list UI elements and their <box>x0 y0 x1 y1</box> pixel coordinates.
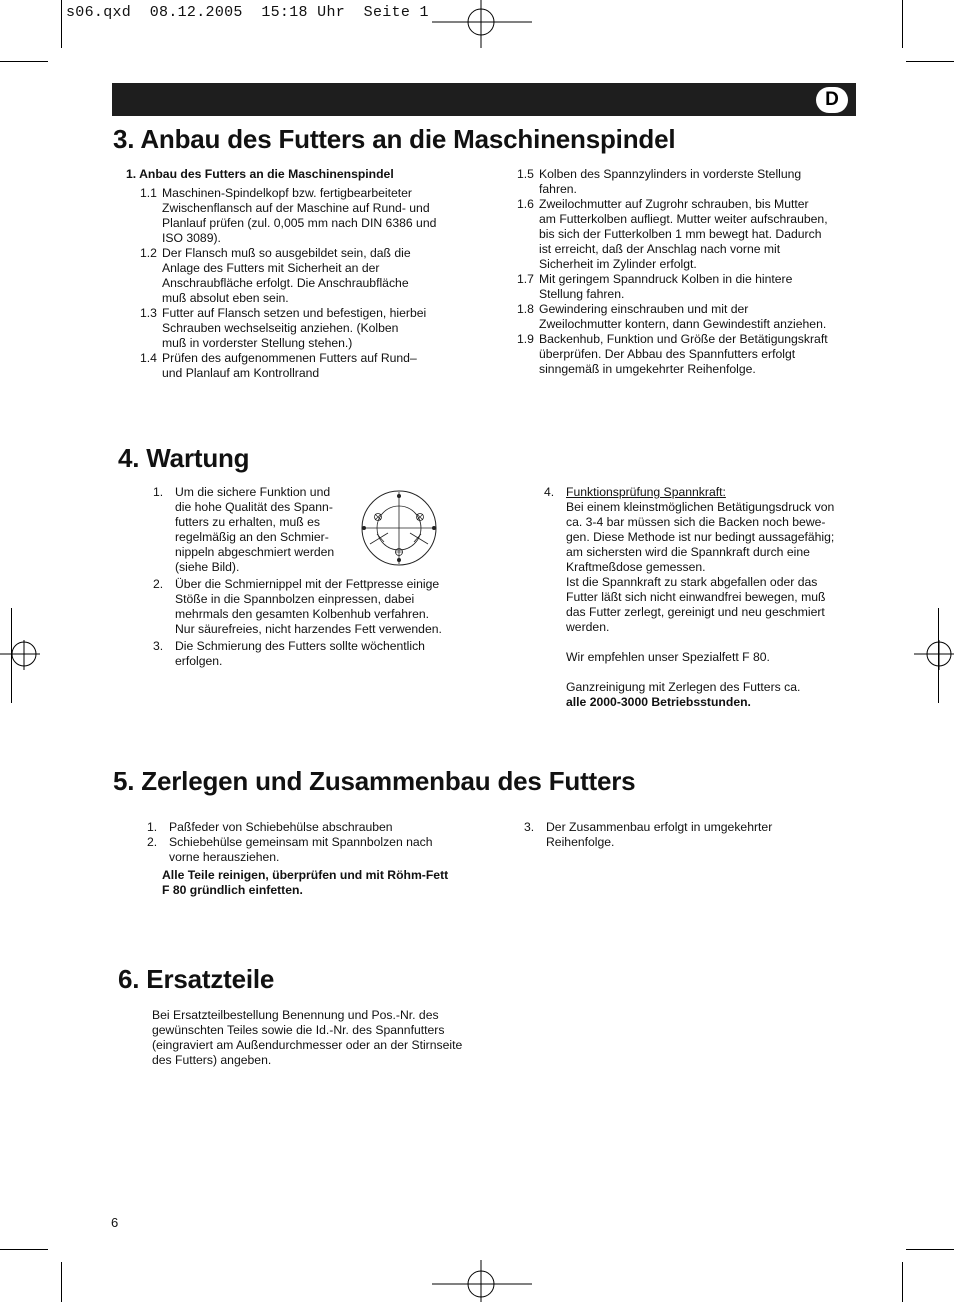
item-text-line: ist erreicht, daß der Anschlag nach vorne mit <box>539 242 781 256</box>
item-text-line: Paßfeder von Schiebehülse abschrauben <box>169 820 393 834</box>
section-5-left-column <box>147 820 487 898</box>
list-item <box>517 332 857 377</box>
function-test-heading: Funktionsprüfung Spannkraft: <box>566 485 726 499</box>
item-text-line: Schiebehülse gemeinsam mit Spannbolzen nach <box>169 835 433 849</box>
paragraph-line: des Futters) angeben. <box>152 1053 272 1067</box>
item-text-line: überprüfen. Der Abbau des Spannfutters erfolgt <box>539 347 796 361</box>
item-text-line: am sichersten wird die Spannkraft durch eine <box>566 545 810 559</box>
item-text-line: erfolgen. <box>175 654 223 668</box>
item-text-line: vorne herausziehen. <box>169 850 280 864</box>
section-3-left-column <box>126 167 506 381</box>
item-text-line: gen. Diese Methode ist nur bedingt aussagefähig; <box>566 530 835 544</box>
section-4-item-4 <box>544 485 864 710</box>
language-badge: D <box>816 87 848 113</box>
item-text-line: muß in vorderster Stellung stehen.) <box>162 336 353 350</box>
file-slug: s06.qxd 08.12.2005 15:18 Uhr Seite 1 <box>66 4 429 21</box>
item-text-line: Futter läßt sich nicht einwandfrei bewegen, muß <box>566 590 826 604</box>
recommendation-text: Wir empfehlen unser Spezialfett F 80. <box>566 650 770 664</box>
item-number: 1. <box>147 820 158 834</box>
registration-mark-left <box>0 640 40 670</box>
item-number: 2. <box>147 835 158 849</box>
section-4-title: 4. Wartung <box>118 443 250 473</box>
item-text-line: ISO 3089). <box>162 231 221 245</box>
item-text-line: muß absolut eben sein. <box>162 291 289 305</box>
item-number: 4. <box>544 485 555 499</box>
header-bar <box>112 83 856 116</box>
item-text-line: futters zu erhalten, muß es <box>175 515 320 529</box>
item-text-line: Anlage des Futters mit Sicherheit an der <box>162 261 380 275</box>
item-text-line: Maschinen-Spindelkopf bzw. fertigbearbeiteter <box>162 186 412 200</box>
section-6-title: 6. Ersatzteile <box>118 964 275 994</box>
registration-mark-right <box>914 640 954 670</box>
item-text-line: Der Zusammenbau erfolgt in umgekehrter <box>546 820 773 834</box>
list-item <box>517 197 857 272</box>
bold-note-line: F 80 gründlich einfetten. <box>162 883 303 897</box>
crop-mark <box>61 0 62 48</box>
page-number: 6 <box>111 1215 119 1230</box>
crop-mark <box>906 61 954 62</box>
cleaning-interval-text: Ganzreinigung mit Zerlegen des Futters ca. <box>566 680 801 694</box>
item-text-line: Der Flansch muß so ausgebildet sein, daß die <box>162 246 411 260</box>
section-5-right-column <box>524 820 854 850</box>
section-4-items-2-3 <box>153 577 473 669</box>
item-text-line: ca. 3-4 bar müssen sich die Backen noch bewe- <box>566 515 826 529</box>
item-number: 1.3 <box>140 306 157 320</box>
bold-note-line: Alle Teile reinigen, überprüfen und mit Röhm-Fett <box>162 868 449 882</box>
item-number: 2. <box>153 577 164 591</box>
item-text-line: am Futterkolben aufliegt. Mutter weiter aufschrauben, <box>539 212 828 226</box>
registration-mark-bottom <box>432 1258 532 1302</box>
item-text-line: Die Schmierung des Futters sollte wöchentlich <box>175 639 425 653</box>
item-text-line: Ist die Spannkraft zu stark abgefallen oder das <box>566 575 818 589</box>
item-text-line: Stöße in die Spannbolzen einpressen, dabei <box>175 592 415 606</box>
item-text-line: sinngemäß in umgekehrter Reihenfolge. <box>539 362 756 376</box>
list-item <box>147 820 487 835</box>
crop-mark <box>61 1262 62 1302</box>
item-text-line: Kolben des Spannzylinders in vorderste Stellung <box>539 167 802 181</box>
item-text-line: (siehe Bild). <box>175 560 240 574</box>
list-item <box>517 167 857 197</box>
crop-mark <box>0 1249 48 1250</box>
paragraph-line: (eingraviert am Außendurchmesser oder an der Stirnseite <box>152 1038 463 1052</box>
cleaning-interval-hours: alle 2000-3000 Betriebsstunden. <box>566 695 751 709</box>
item-text-line: Über die Schmiernippel mit der Fettpresse einige <box>175 577 440 591</box>
item-number: 1.7 <box>517 272 534 286</box>
item-number: 1.5 <box>517 167 534 181</box>
item-text-line: fahren. <box>539 182 577 196</box>
item-text-line: Bei einem kleinstmöglichen Betätigungsdruck von <box>566 500 835 514</box>
item-text-line: Planlauf prüfen (zul. 0,005 mm nach DIN 6386 und <box>162 216 437 230</box>
item-number: 1.8 <box>517 302 534 316</box>
section-3-subheading: 1. Anbau des Futters an die Maschinenspindel <box>126 167 394 181</box>
item-text-line: Nur säurefreies, nicht harzendes Fett verwenden. <box>175 622 442 636</box>
item-number: 3. <box>153 639 164 653</box>
item-text-line: mehrmals den gesamten Kolbenhub verfahren. <box>175 607 430 621</box>
item-text-line: Kraftmeßdose gemessen. <box>566 560 706 574</box>
list-item <box>140 186 506 246</box>
item-text-line: Mit geringem Spanndruck Kolben in die hintere <box>539 272 793 286</box>
item-text-line: Zwischenflansch auf der Maschine auf Rund- und <box>162 201 430 215</box>
list-item <box>140 246 506 306</box>
section-3-right-column <box>517 167 857 377</box>
list-item <box>517 272 857 302</box>
item-text-line: Zweilochmutter auf Zugrohr schrauben, bis Mutter <box>539 197 809 211</box>
item-text-line: Prüfen des aufgenommenen Futters auf Rund– <box>162 351 417 365</box>
item-text-line: Um die sichere Funktion und <box>175 485 331 499</box>
item-text-line: die hohe Qualität des Spann- <box>175 500 333 514</box>
item-text-line: Stellung fahren. <box>539 287 625 301</box>
item-text-line: und Planlauf am Kontrollrand <box>162 366 320 380</box>
item-text-line: das Futter zerlegt, gereinigt und neu geschmiert <box>566 605 825 619</box>
paragraph-line: gewünschten Teiles sowie die Id.-Nr. des Spannfutters <box>152 1023 445 1037</box>
item-text-line: regelmäßig an den Schmier- <box>175 530 329 544</box>
item-number: 1.4 <box>140 351 157 365</box>
section-5-bold-note <box>147 868 487 898</box>
item-text-line: Futter auf Flansch setzen und befestigen, hierbei <box>162 306 427 320</box>
list-item <box>140 351 506 381</box>
item-text-line: werden. <box>566 620 610 634</box>
section-3-title: 3. Anbau des Futters an die Maschinenspindel <box>113 124 676 154</box>
section-6-text <box>152 1008 497 1068</box>
item-text-line: Reihenfolge. <box>546 835 615 849</box>
list-item <box>147 835 487 865</box>
crop-mark <box>902 0 903 48</box>
crop-mark <box>902 1262 903 1302</box>
item-text-line: Sicherheit im Zylinder erfolgt. <box>539 257 697 271</box>
item-text-line: Anschraubfläche erfolgt. Die Anschraubfläche <box>162 276 409 290</box>
item-number: 1.9 <box>517 332 534 346</box>
list-item <box>153 577 473 637</box>
list-item <box>140 306 506 351</box>
item-number: 1. <box>153 485 164 499</box>
paragraph-line: Bei Ersatzteilbestellung Benennung und Pos.-Nr. des <box>152 1008 439 1022</box>
chuck-lubrication-diagram <box>358 490 442 568</box>
crop-mark <box>0 61 48 62</box>
item-text-line: Schrauben wechselseitig anziehen. (Kolben <box>162 321 399 335</box>
item-number: 1.2 <box>140 246 157 260</box>
item-text-line: bis sich der Futterkolben 1 mm bewegt hat. Dadurch <box>539 227 822 241</box>
list-item <box>153 639 473 669</box>
item-text-line: nippeln abgeschmiert werden <box>175 545 335 559</box>
list-item <box>524 820 854 850</box>
item-text-line: Backenhub, Funktion und Größe der Betätigungskraft <box>539 332 828 346</box>
item-number: 1.6 <box>517 197 534 211</box>
section-5-title: 5. Zerlegen und Zusammenbau des Futters <box>113 766 636 796</box>
item-number: 3. <box>524 820 535 834</box>
crop-mark <box>906 1249 954 1250</box>
item-text-line: Zweilochmutter kontern, dann Gewindestift anziehen. <box>539 317 827 331</box>
item-text-line: Gewindering einschrauben und mit der <box>539 302 749 316</box>
item-number: 1.1 <box>140 186 157 200</box>
list-item <box>517 302 857 332</box>
registration-mark-top <box>432 0 532 50</box>
